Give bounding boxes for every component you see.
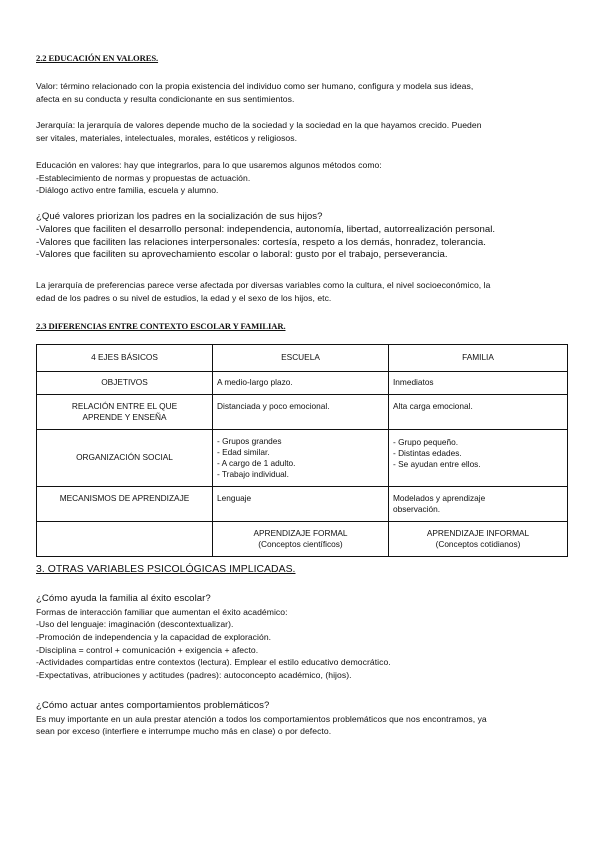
text-line: ser vitales, materiales, intelectuales, morales, estéticos y religiosos. xyxy=(36,132,298,143)
list-item: -Diálogo activo entre familia, escuela y alumno. xyxy=(36,185,219,196)
list-item: - Grupos grandes xyxy=(217,435,282,446)
list-item: -Establecimiento de normas y propuestas de actuación. xyxy=(36,172,251,183)
list-item: - Distintas edades. xyxy=(393,448,462,459)
section-title: 2.3 DIFERENCIAS ENTRE CONTEXTO ESCOLAR Y FAMILIAR. xyxy=(36,321,286,331)
list-item: - Trabajo individual. xyxy=(217,469,289,480)
valor-paragraph xyxy=(36,80,568,105)
row-label: OBJETIVOS xyxy=(37,372,213,395)
text-line: Jerarquía: la jerarquía de valores depende mucho de la sociedad y la sociedad en la que hayamos crecido. Pueden xyxy=(36,120,482,130)
list-item: -Uso del lenguaje: imaginación (descontextualizar). xyxy=(36,619,234,630)
list-item: - Grupo pequeño. xyxy=(393,437,459,447)
section-3-heading xyxy=(36,564,568,577)
familia-cell: Inmediatos xyxy=(389,372,568,395)
row-label: MECANISMOS DE APRENDIZAJE xyxy=(37,487,213,522)
escuela-cell: Distanciada y poco emocional. xyxy=(213,395,389,430)
label-line: (Conceptos científicos) xyxy=(258,539,343,549)
text-line: Valor: término relacionado con la propia existencia del individuo como ser humano, configura y modela sus ideas, xyxy=(36,81,474,91)
familia-cell: Alta carga emocional. xyxy=(389,395,568,430)
row-label xyxy=(37,395,213,430)
text-line: La jerarquía de preferencias parece verse afectada por diversas variables como la cultura, el nivel socioeconómico, la xyxy=(36,280,491,290)
text-line: sean por exceso (interfiere e interrumpe mucho más en clase) o por defecto. xyxy=(36,726,332,737)
label-line: (Conceptos cotidianos) xyxy=(435,539,521,549)
question-line: ¿Cómo actuar antes comportamientos problemáticos? xyxy=(36,700,270,711)
list-item: - Se ayudan entre ellos. xyxy=(393,459,481,470)
escuela-cell: Lenguaje xyxy=(213,487,389,522)
table-row xyxy=(37,487,568,522)
list-item: - Edad similar. xyxy=(217,446,270,457)
header-cell-familia: FAMILIA xyxy=(389,345,568,372)
list-item: -Valores que faciliten su aprovechamiento escolar o laboral: gusto por el trabajo, perseverancia. xyxy=(36,249,448,261)
text-line: Es muy importante en un aula prestar atención a todos los comportamientos problemáticos que nos encontramos, ya xyxy=(36,713,487,724)
table-row xyxy=(37,430,568,487)
header-cell-ejes: 4 EJES BÁSICOS xyxy=(37,345,213,372)
list-item: -Actividades compartidas entre contextos (lectura). Emplear el estilo educativo democrático. xyxy=(36,657,391,668)
list-item: -Promoción de independencia y la capacidad de exploración. xyxy=(36,631,272,642)
section-title: 2.2 EDUCACIÓN EN VALORES. xyxy=(36,53,159,63)
text-line: Educación en valores: hay que integrarlos, para lo que usaremos algunos métodos como: xyxy=(36,160,382,170)
text-line: afecta en su conducta y resulta condicionante en sus sentimientos. xyxy=(36,93,295,104)
table-row xyxy=(37,522,568,557)
escuela-cell xyxy=(213,522,389,557)
familia-cell xyxy=(389,430,568,487)
escuela-cell xyxy=(213,430,389,487)
label-line: APRENDIZAJE INFORMAL xyxy=(426,527,530,538)
section-2-2-heading xyxy=(36,52,568,65)
label-line: APRENDE Y ENSEÑA xyxy=(82,412,167,422)
list-item: -Valores que faciliten las relaciones interpersonales: cortesía, respeto a los demás, honradez, tolerancia. xyxy=(36,236,486,248)
row-label: ORGANIZACIÓN SOCIAL xyxy=(37,430,213,487)
escuela-cell: A medio-largo plazo. xyxy=(213,372,389,395)
valores-padres-paragraph xyxy=(36,211,568,262)
table-header-row xyxy=(37,345,568,372)
question-line: ¿Qué valores priorizan los padres en la socialización de sus hijos? xyxy=(36,211,323,222)
familia-cell xyxy=(389,522,568,557)
text-line: Modelados y aprendizaje xyxy=(393,493,486,503)
jerarquia-preferencias-paragraph xyxy=(36,279,568,304)
list-item: -Disciplina = control + comunicación + exigencia + afecto. xyxy=(36,644,259,655)
comportamientos-block xyxy=(36,700,568,738)
familia-cell xyxy=(389,487,568,522)
jerarquia-paragraph xyxy=(36,119,568,144)
header-cell-escuela: ESCUELA xyxy=(213,345,389,372)
empty-cell xyxy=(37,522,213,557)
list-item: - A cargo de 1 adulto. xyxy=(217,458,296,468)
list-item: -Expectativas, atribuciones y actitudes (padres): autoconcepto académico, (hijos). xyxy=(36,669,352,680)
table-row xyxy=(37,372,568,395)
exito-escolar-block xyxy=(36,593,568,681)
section-title: 3. OTRAS VARIABLES PSICOLÓGICAS IMPLICADAS. xyxy=(36,564,296,575)
text-line: observación. xyxy=(393,504,441,515)
question-line: ¿Cómo ayuda la familia al éxito escolar? xyxy=(36,593,211,604)
section-2-3-heading xyxy=(36,320,568,333)
label-line: APRENDIZAJE FORMAL xyxy=(253,527,348,538)
table-row xyxy=(37,395,568,430)
text-line: edad de los padres o su nivel de estudios, la edad y el sexo de los hijos, etc. xyxy=(36,292,332,303)
list-item: -Valores que faciliten el desarrollo personal: independencia, autonomía, libertad, autorrealización personal. xyxy=(36,223,496,235)
educacion-valores-paragraph xyxy=(36,159,568,197)
comparison-table xyxy=(36,344,568,557)
text-line: Formas de interacción familiar que aumentan el éxito académico: xyxy=(36,606,288,617)
label-line: RELACIÓN ENTRE EL QUE xyxy=(71,400,178,411)
